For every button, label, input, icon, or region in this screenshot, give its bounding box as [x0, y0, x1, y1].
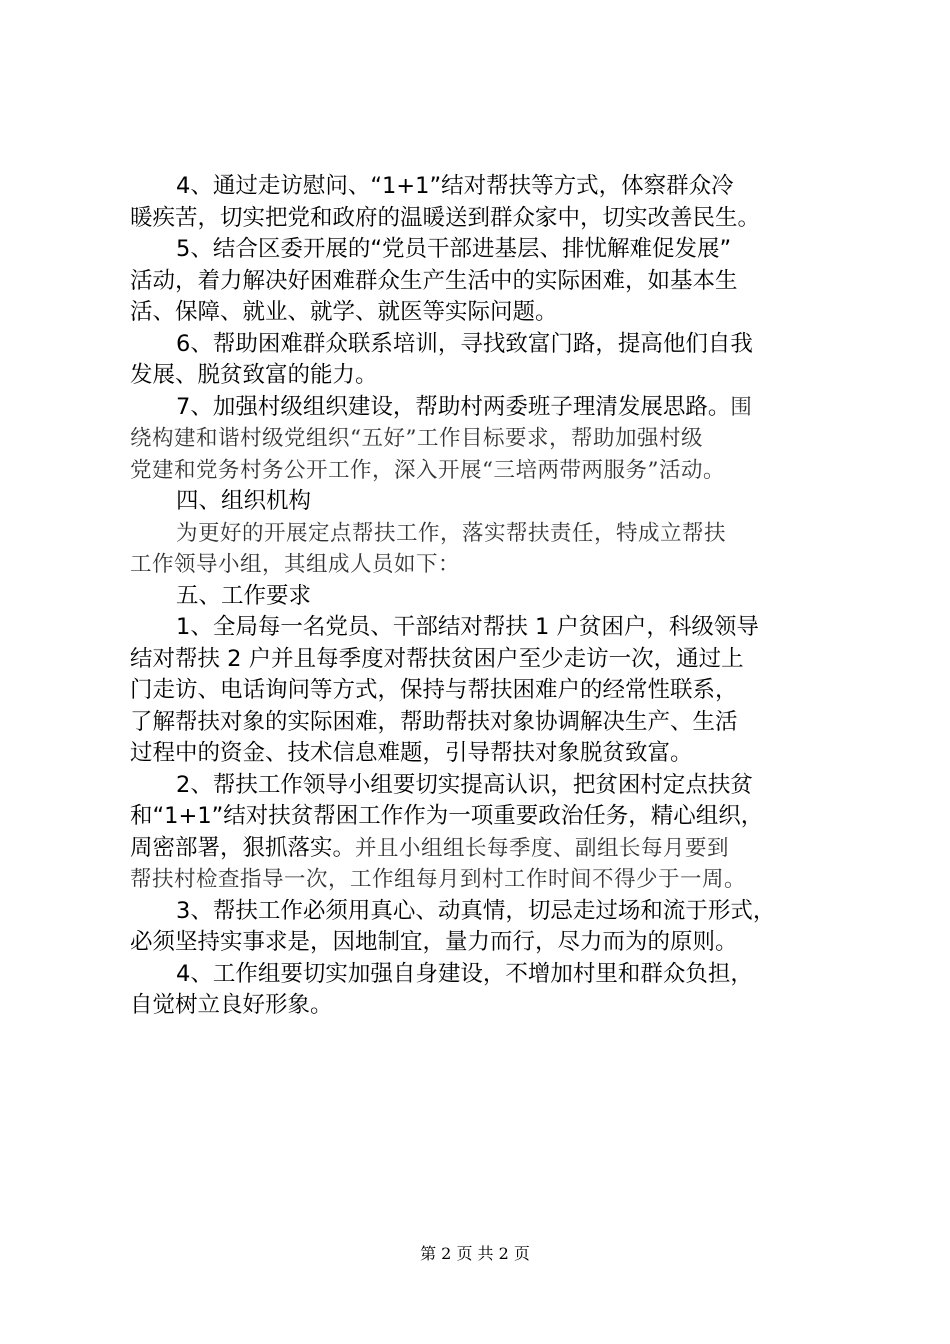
text-line: 活、保障、就业、就学、就医等实际问题。 [130, 299, 558, 325]
text-line: 2、帮扶工作领导小组要切实提高认识，把贫困村定点扶贫 [176, 771, 753, 798]
text-line [130, 833, 830, 865]
section-heading-requirements [130, 581, 830, 613]
text-line: 活动，着力解决好困难群众生产生活中的实际困难，如基本生 [130, 267, 738, 294]
text-span-main: 周密部署，狠抓落实。 [130, 834, 356, 861]
text-line: 门走访、电话询问等方式，保持与帮扶困难户的经常性联系， [130, 677, 738, 703]
text-line: 5、结合区委开展的“党员干部进基层、排忧解难促发展” [176, 236, 732, 262]
text-line: 4、工作组要切实加强自身建设，不增加村里和群众负担， [176, 960, 753, 987]
paragraph-organization [130, 518, 830, 581]
text-line: 必须坚持实事求是，因地制宜，量力而行，尽力而为的原则。 [130, 929, 738, 955]
text-line: 党建和党务村务公开工作，深入开展“三培两带两服务”活动。 [130, 457, 725, 483]
heading-text: 五、工作要求 [176, 582, 312, 609]
text-line [130, 392, 830, 424]
paragraph-item-7 [130, 392, 830, 487]
text-line: 暖疾苦，切实把党和政府的温暖送到群众家中，切实改善民生。 [130, 204, 761, 231]
text-line: 4、通过走访慰问、“1+1”结对帮扶等方式，体察群众冷 [176, 173, 734, 199]
document-body [130, 171, 830, 1022]
text-line: 为更好的开展定点帮扶工作，落实帮扶责任，特成立帮扶 [176, 520, 727, 546]
page-number-footer: 第 2 页 共 2 页 [420, 1244, 530, 1263]
text-line: 1、全局每一名党员、干部结对帮扶 1 户贫困户，科级领导 [176, 614, 759, 640]
paragraph-item-4 [130, 171, 830, 234]
text-span-tail: 并且小组组长每季度、副组长每月要到 [355, 835, 730, 861]
section-heading-organization [130, 486, 830, 518]
requirement-item-3 [130, 896, 830, 959]
requirement-item-2 [130, 770, 830, 896]
text-line: 工作领导小组，其组成人员如下： [130, 552, 461, 577]
requirement-item-1 [130, 612, 830, 770]
text-line: 了解帮扶对象的实际困难，帮助帮扶对象协调解决生产、生活 [130, 708, 738, 735]
text-line: 过程中的资金、技术信息难题，引导帮扶对象脱贫致富。 [130, 740, 693, 766]
text-span-main: 7、加强村级组织建设，帮助村两委班子理清发展思路。 [176, 393, 731, 420]
text-line: 发展、脱贫致富的能力。 [130, 362, 378, 388]
text-line: 自觉树立良好形象。 [130, 992, 333, 1018]
text-span-tail: 围 [730, 394, 753, 420]
requirement-item-4 [130, 959, 830, 1022]
text-line: 3、帮扶工作必须用真心、动真情，切忌走过场和流于形式， [176, 897, 776, 924]
heading-text: 四、组织机构 [176, 488, 312, 514]
text-line: 帮扶村检查指导一次，工作组每月到村工作时间不得少于一周。 [130, 867, 747, 892]
text-line: 结对帮扶 2 户并且每季度对帮扶贫困户至少走访一次，通过上 [130, 645, 744, 672]
text-line: 绕构建和谐村级党组织“五好”工作目标要求，帮助加强村级 [130, 426, 703, 451]
paragraph-item-5 [130, 234, 830, 329]
text-line: 6、帮助困难群众联系培训，寻找致富门路，提高他们自我 [176, 330, 753, 357]
text-line: 和“1+1”结对扶贫帮困工作作为一项重要政治任务，精心组织， [130, 803, 764, 829]
paragraph-item-6 [130, 329, 830, 392]
